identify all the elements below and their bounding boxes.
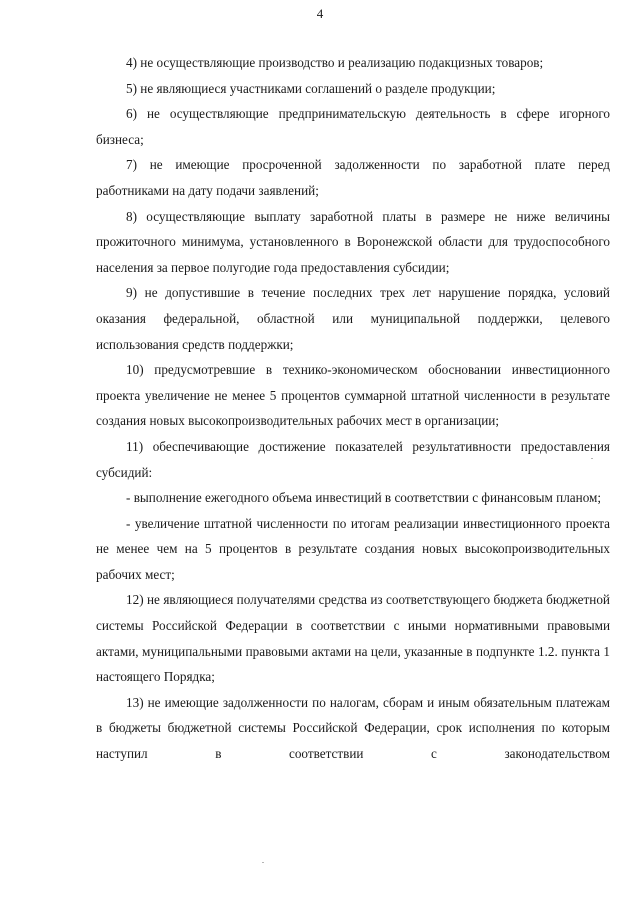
- list-item: 5) не являющиеся участниками соглашений о разделе продукции;: [126, 80, 496, 96]
- scan-speck: [591, 458, 593, 459]
- list-item: 6) не осуществляющие предпринимательскую деятельность в сфере игорного бизнеса;: [96, 106, 610, 147]
- list-item: 13) не имеющие задолженности по налогам, сборам и иным обязательным платежам в бюджеты бюджетной системы Российской Федерации, срок исполнения по которым наступил в соответствии с законодательством: [96, 694, 610, 762]
- list-item: - увеличение штатной численности по итогам реализации инвестиционного проекта не менее чем на 5 процентов в результате создания новых высокопроизводительных рабочих мест;: [96, 515, 610, 582]
- list-item: 4) не осуществляющие производство и реализацию подакцизных товаров;: [126, 55, 544, 70]
- list-item: 8) осуществляющие выплату заработной платы в размере не ниже величины прожиточного минимума, установленного в Воронежской области для трудоспособного населения за первое полугодие года предоставления субсидии;: [96, 208, 610, 275]
- list-item: 12) не являющиеся получателями средства из соответствующего бюджета бюджетной системы Российской Федерации в соответствии с иными нормативными правовыми актами, муниципальными правовыми актами на цели, указанные в подпункте 1.2. пункта 1 настоящего Порядка;: [96, 592, 610, 685]
- list-item: 9) не допустившие в течение последних трех лет нарушение порядка, условий оказания федеральной, областной или муниципальной поддержки, целевого использования средств поддержки;: [96, 285, 610, 352]
- scan-speck: [262, 862, 264, 863]
- page-number: 4: [316, 6, 324, 21]
- list-item: - выполнение ежегодного объема инвестиций в соответствии с финансовым планом;: [126, 490, 602, 506]
- list-item: 10) предусмотревшие в технико-экономическом обосновании инвестиционного проекта увеличение не менее 5 процентов суммарной штатной численности в результате создания новых высокопроизводительных рабочих мест в организации;: [96, 362, 610, 429]
- list-item: 11) обеспечивающие достижение показателей результативности предоставления субсидий:: [96, 438, 610, 480]
- list-item: 7) не имеющие просроченной задолженности по заработной плате перед работниками на дату подачи заявлений;: [96, 157, 610, 198]
- document-body: [96, 50, 610, 767]
